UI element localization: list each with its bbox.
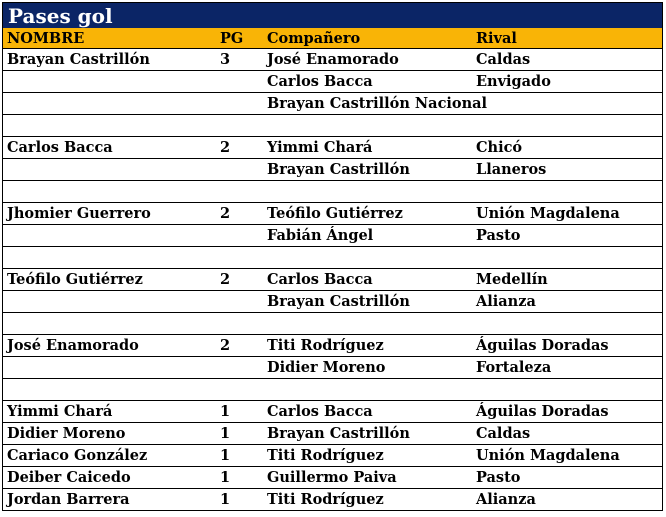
table-row [3,93,662,115]
header-pg: PG [212,28,263,49]
cell-companero: Yimmi Chará [263,137,472,159]
table-row [3,137,662,159]
cell-companero: Brayan Castrillón [263,159,472,181]
cell-nombre: Brayan Castrillón [3,49,212,71]
cell-companero: José Enamorado [263,49,472,71]
table-row [3,159,662,181]
cell-companero: Brayan Castrillón [263,291,472,313]
table-row [3,489,662,511]
cell-rival: Fortaleza [472,357,662,379]
cell-pg: 1 [212,423,263,445]
cell-pg [212,247,263,269]
cell-companero: Brayan Castrillón [263,423,472,445]
cell-companero [263,247,472,269]
cell-nombre: Yimmi Chará [3,401,212,423]
cell-nombre [3,291,212,313]
cell-pg [212,71,263,93]
cell-nombre: Jordan Barrera [3,489,212,511]
cell-pg [212,225,263,247]
cell-pg [212,115,263,137]
header-rival: Rival [472,28,662,49]
table-title: Pases gol [3,2,662,28]
cell-rival [472,313,662,335]
cell-nombre [3,357,212,379]
table-row [3,423,662,445]
cell-companero [263,313,472,335]
cell-pg [212,291,263,313]
cell-nombre [3,379,212,401]
cell-companero: Fabián Ángel [263,225,472,247]
cell-pg: 1 [212,445,263,467]
cell-companero [263,379,472,401]
header-nombre: NOMBRE [3,28,212,49]
table-row [3,181,662,203]
cell-nombre [3,313,212,335]
table-row [3,291,662,313]
cell-rival [472,93,662,115]
cell-pg [212,379,263,401]
cell-pg: 2 [212,335,263,357]
cell-pg: 3 [212,49,263,71]
cell-pg [212,357,263,379]
cell-rival [472,115,662,137]
cell-rival: Águilas Doradas [472,335,662,357]
table-row [3,401,662,423]
cell-rival: Envigado [472,71,662,93]
cell-pg: 2 [212,269,263,291]
table-row [3,247,662,269]
cell-companero: Carlos Bacca [263,71,472,93]
cell-companero: Titi Rodríguez [263,489,472,511]
table-row [3,379,662,401]
cell-pg: 1 [212,489,263,511]
cell-pg [212,93,263,115]
table-row [3,445,662,467]
cell-nombre [3,71,212,93]
cell-companero: Teófilo Gutiérrez [263,203,472,225]
cell-rival: Unión Magdalena [472,445,662,467]
table-row [3,269,662,291]
cell-rival: Unión Magdalena [472,203,662,225]
table-row [3,115,662,137]
assists-grid [3,28,662,511]
cell-rival: Águilas Doradas [472,401,662,423]
cell-companero [263,181,472,203]
cell-companero [263,115,472,137]
assists-table [2,2,663,511]
table-row [3,203,662,225]
cell-rival: Caldas [472,49,662,71]
table-row [3,357,662,379]
cell-rival [472,379,662,401]
cell-nombre [3,225,212,247]
cell-companero: Carlos Bacca [263,269,472,291]
cell-pg: 1 [212,401,263,423]
cell-nombre [3,181,212,203]
cell-nombre [3,247,212,269]
cell-nombre: Deiber Caicedo [3,467,212,489]
cell-nombre: Jhomier Guerrero [3,203,212,225]
table-row [3,225,662,247]
cell-rival: Caldas [472,423,662,445]
cell-nombre [3,93,212,115]
cell-rival: Chicó [472,137,662,159]
table-row [3,467,662,489]
cell-companero: Titi Rodríguez [263,445,472,467]
cell-nombre: Teófilo Gutiérrez [3,269,212,291]
cell-companero: Carlos Bacca [263,401,472,423]
cell-rival: Pasto [472,225,662,247]
cell-nombre [3,159,212,181]
table-row [3,313,662,335]
cell-pg: 1 [212,467,263,489]
cell-companero: Guillermo Paiva [263,467,472,489]
cell-nombre [3,115,212,137]
cell-rival: Medellín [472,269,662,291]
cell-pg: 2 [212,203,263,225]
table-row [3,49,662,71]
cell-companero: Titi Rodríguez [263,335,472,357]
table-row [3,335,662,357]
cell-rival: Alianza [472,489,662,511]
cell-rival [472,247,662,269]
cell-pg [212,159,263,181]
cell-pg [212,181,263,203]
cell-nombre: José Enamorado [3,335,212,357]
header-companero: Compañero [263,28,472,49]
table-row [3,71,662,93]
cell-nombre: Carlos Bacca [3,137,212,159]
cell-pg [212,313,263,335]
cell-nombre: Cariaco González [3,445,212,467]
header-row [3,28,662,49]
cell-companero: Brayan Castrillón Nacional [263,93,472,115]
cell-rival [472,181,662,203]
cell-rival: Pasto [472,467,662,489]
cell-companero: Didier Moreno [263,357,472,379]
cell-rival: Llaneros [472,159,662,181]
cell-nombre: Didier Moreno [3,423,212,445]
cell-rival: Alianza [472,291,662,313]
cell-pg: 2 [212,137,263,159]
